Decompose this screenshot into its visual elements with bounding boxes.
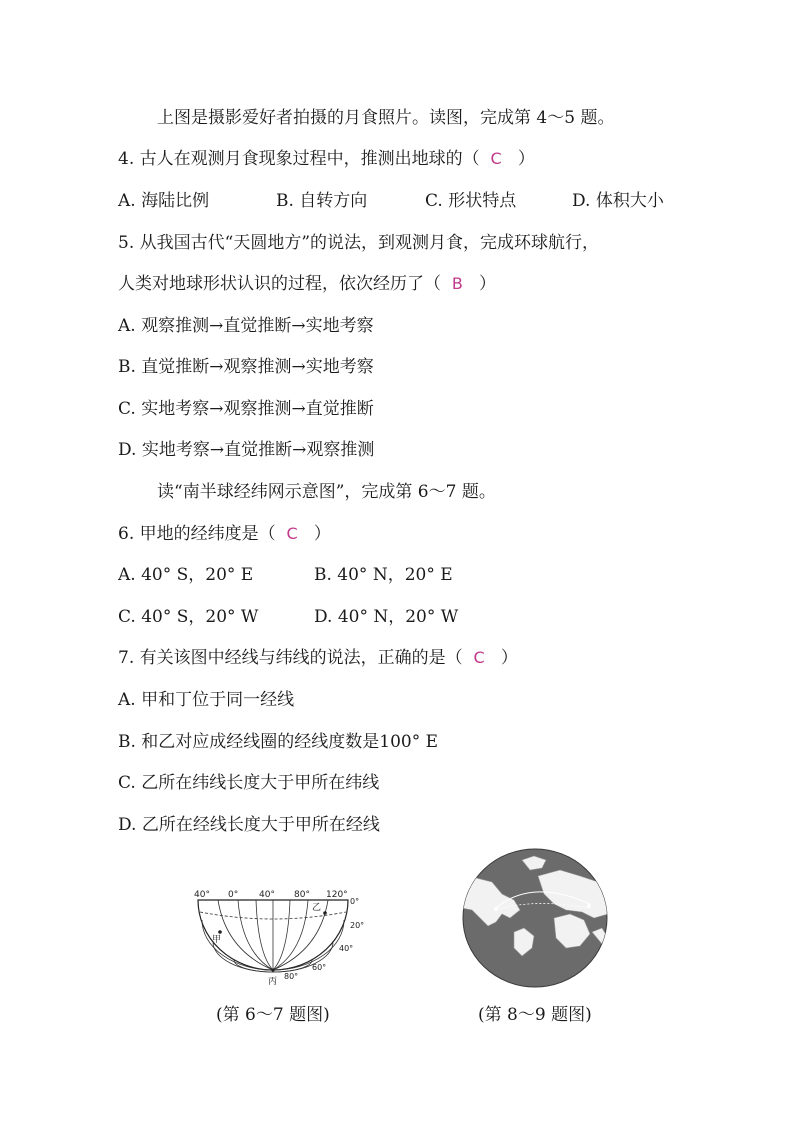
globe-map-figure bbox=[462, 848, 608, 988]
q5-option-d: D. 实地考察→直觉推断→观察推测 bbox=[118, 440, 375, 460]
question-6-close: ） bbox=[313, 524, 331, 544]
route-start-marker bbox=[494, 907, 498, 911]
q4-option-c: C. 形状特点 bbox=[425, 191, 517, 211]
graticule-right-label: 40° bbox=[339, 944, 354, 953]
graticule-top-label: 80° bbox=[294, 890, 310, 900]
question-4-answer: C bbox=[490, 149, 502, 168]
question-5-close: ） bbox=[479, 274, 497, 294]
point-jia-marker bbox=[218, 930, 222, 934]
question-7-answer: C bbox=[473, 648, 485, 667]
question-4 bbox=[118, 148, 535, 170]
q4-option-b: B. 自转方向 bbox=[276, 191, 368, 211]
intro-q4-5: 上图是摄影爱好者拍摄的月食照片。读图，完成第 4～5 题。 bbox=[157, 108, 615, 128]
q5-option-c: C. 实地考察→观察推测→直觉推断 bbox=[118, 399, 374, 419]
question-7-close: ） bbox=[500, 648, 518, 668]
route-end-marker bbox=[587, 904, 591, 908]
q6-option-c: C. 40° S，20° W bbox=[118, 607, 259, 627]
question-4-close: ） bbox=[517, 149, 535, 169]
point-yi-marker bbox=[323, 911, 327, 915]
graticule-bottom-label-bing: 丙 bbox=[268, 977, 278, 987]
q7-option-a: A. 甲和丁位于同一经线 bbox=[118, 690, 295, 710]
q4-option-d: D. 体积大小 bbox=[572, 191, 664, 211]
graticule-bottom-label-80: 80° bbox=[284, 972, 299, 981]
question-6-stem: 6. 甲地的经纬度是（ bbox=[118, 524, 276, 544]
q7-option-d: D. 乙所在经线长度大于甲所在经线 bbox=[118, 815, 380, 835]
q6-option-b: B. 40° N，20° E bbox=[314, 565, 453, 585]
question-6-answer: C bbox=[286, 524, 298, 543]
q6-option-a: A. 40° S，20° E bbox=[118, 565, 254, 585]
q7-option-c: C. 乙所在纬线长度大于甲所在纬线 bbox=[118, 773, 380, 793]
q7-option-b: B. 和乙对应成经线圈的经线度数是100° E bbox=[118, 732, 439, 752]
q5-option-b: B. 直觉推断→观察推测→实地考察 bbox=[118, 357, 374, 377]
question-6 bbox=[118, 523, 331, 545]
point-yi-label: 乙 bbox=[312, 903, 322, 913]
figure-6-7-caption: (第 6～7 题图) bbox=[216, 1005, 330, 1025]
q5-option-a: A. 观察推测→直觉推断→实地考察 bbox=[118, 316, 374, 336]
graticule-top-label: 40° bbox=[259, 890, 275, 900]
graticule-right-label: 60° bbox=[312, 963, 327, 972]
question-7-stem: 7. 有关该图中经线与纬线的说法，正确的是（ bbox=[118, 648, 463, 668]
question-5-line1: 5. 从我国古代“天圆地方”的说法，到观测月食，完成环球航行， bbox=[118, 233, 600, 253]
graticule-right-label: 20° bbox=[350, 921, 365, 930]
graticule-top-label: 120° bbox=[326, 890, 348, 900]
question-5-stem: 人类对地球形状认识的过程，依次经历了（ bbox=[118, 274, 441, 294]
intro-q6-7: 读“南半球经纬网示意图”，完成第 6～7 题。 bbox=[157, 482, 496, 502]
point-jia-label: 甲 bbox=[212, 935, 222, 945]
question-4-stem: 4. 古人在观测月食现象过程中，推测出地球的（ bbox=[118, 149, 480, 169]
graticule-top-label: 40° bbox=[194, 890, 210, 900]
question-7 bbox=[118, 647, 518, 669]
graticule-top-label: 0° bbox=[228, 890, 239, 900]
south-pole-marker bbox=[271, 968, 274, 971]
q6-option-d: D. 40° N，20° W bbox=[314, 607, 459, 627]
q4-option-a: A. 海陆比例 bbox=[118, 191, 210, 211]
graticule-right-label: 0° bbox=[350, 897, 360, 906]
question-5-answer: B bbox=[451, 274, 463, 293]
southern-hemisphere-graticule-figure bbox=[186, 880, 376, 990]
figure-8-9-caption: (第 8～9 题图) bbox=[478, 1005, 592, 1025]
question-5-line2 bbox=[118, 273, 496, 295]
